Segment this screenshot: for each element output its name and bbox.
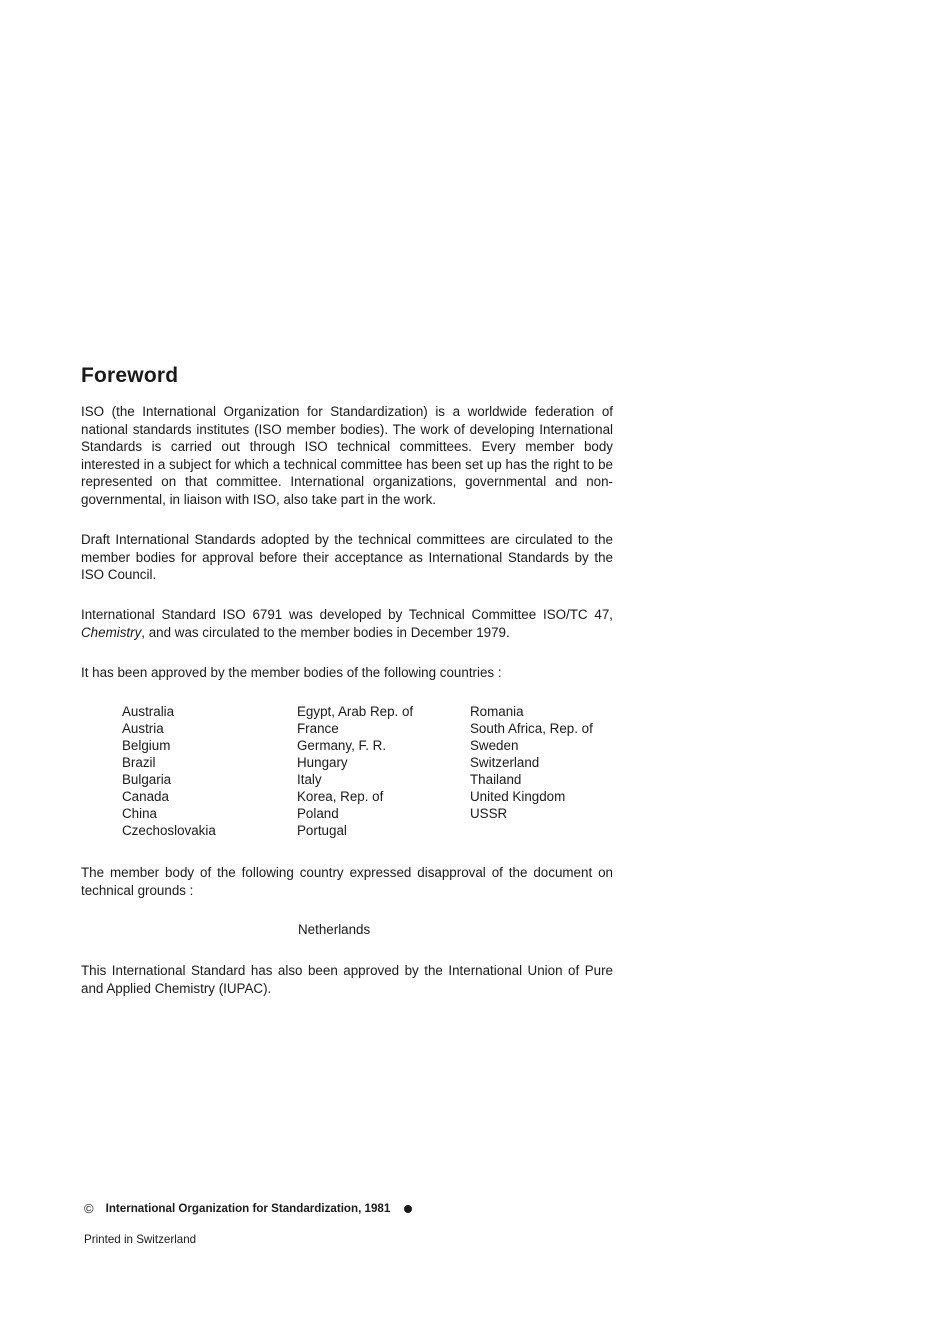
copyright-line <box>84 1201 412 1217</box>
development-text-start: International Standard ISO 6791 was developed by Technical Committee ISO/TC 47, <box>81 607 613 622</box>
country-item: Canada <box>122 789 169 804</box>
paragraph-development <box>81 606 613 641</box>
committee-title-chemistry: Chemistry <box>81 624 142 640</box>
country-item: USSR <box>470 806 508 821</box>
page-title: Foreword <box>81 364 179 387</box>
country-item: Switzerland <box>470 755 540 770</box>
country-item: Bulgaria <box>122 772 172 787</box>
disapproving-country: Netherlands <box>298 922 371 937</box>
country-item: Thailand <box>470 772 522 787</box>
country-item: Hungary <box>297 755 348 770</box>
country-item: Poland <box>297 806 339 821</box>
countries-column-3 <box>470 703 642 839</box>
countries-column-2 <box>297 703 470 839</box>
country-item: United Kingdom <box>470 789 566 804</box>
country-item: Egypt, Arab Rep. of <box>297 704 414 719</box>
paragraph-draft-standards: Draft International Standards adopted by the technical committees are circulated to the member bodies for approval before their acceptance as International Standards by the ISO Council. <box>81 532 613 582</box>
countries-column-1 <box>122 703 297 839</box>
development-text-end: , and was circulated to the member bodies in December 1979. <box>141 624 510 640</box>
paragraph-iupac: This International Standard has also been approved by the International Union of Pure and Applied Chemistry (IUPAC). <box>81 963 613 996</box>
country-item: Sweden <box>470 738 519 753</box>
paragraph-iso-description: ISO (the International Organization for Standardization) is a worldwide federation of national standards institutes (ISO member bodies). The work of developing International Standards is carried out through ISO technical committees. Every member body interested in a subject for which a technical committee has been set up has the right to be represented on that committee. International organizations, governmental and non-governmental, in liaison with ISO, also take part in the work. <box>81 404 613 507</box>
printed-in-note: Printed in Switzerland <box>84 1233 197 1246</box>
bullet-dot-icon <box>404 1205 412 1213</box>
copyright-text: International Organization for Standardization, 1981 <box>105 1202 391 1215</box>
country-item: Belgium <box>122 738 171 753</box>
country-item: Italy <box>297 772 322 787</box>
country-item: France <box>297 721 339 736</box>
country-item: Korea, Rep. of <box>297 789 384 804</box>
approving-countries-list <box>122 703 642 839</box>
country-item: South Africa, Rep. of <box>470 721 593 736</box>
country-item: Brazil <box>122 755 156 770</box>
copyright-symbol: © <box>84 1201 94 1216</box>
country-item: Czechoslovakia <box>122 823 216 838</box>
country-item: Germany, F. R. <box>297 738 387 753</box>
country-item: China <box>122 806 157 821</box>
country-item: Romania <box>470 704 524 719</box>
country-item: Portugal <box>297 823 347 838</box>
paragraph-disapproval: The member body of the following country expressed disapproval of the document on technical grounds : <box>81 865 613 898</box>
paragraph-approval-intro: It has been approved by the member bodies of the following countries : <box>81 665 502 680</box>
country-item: Austria <box>122 721 164 736</box>
country-item: Australia <box>122 704 175 719</box>
